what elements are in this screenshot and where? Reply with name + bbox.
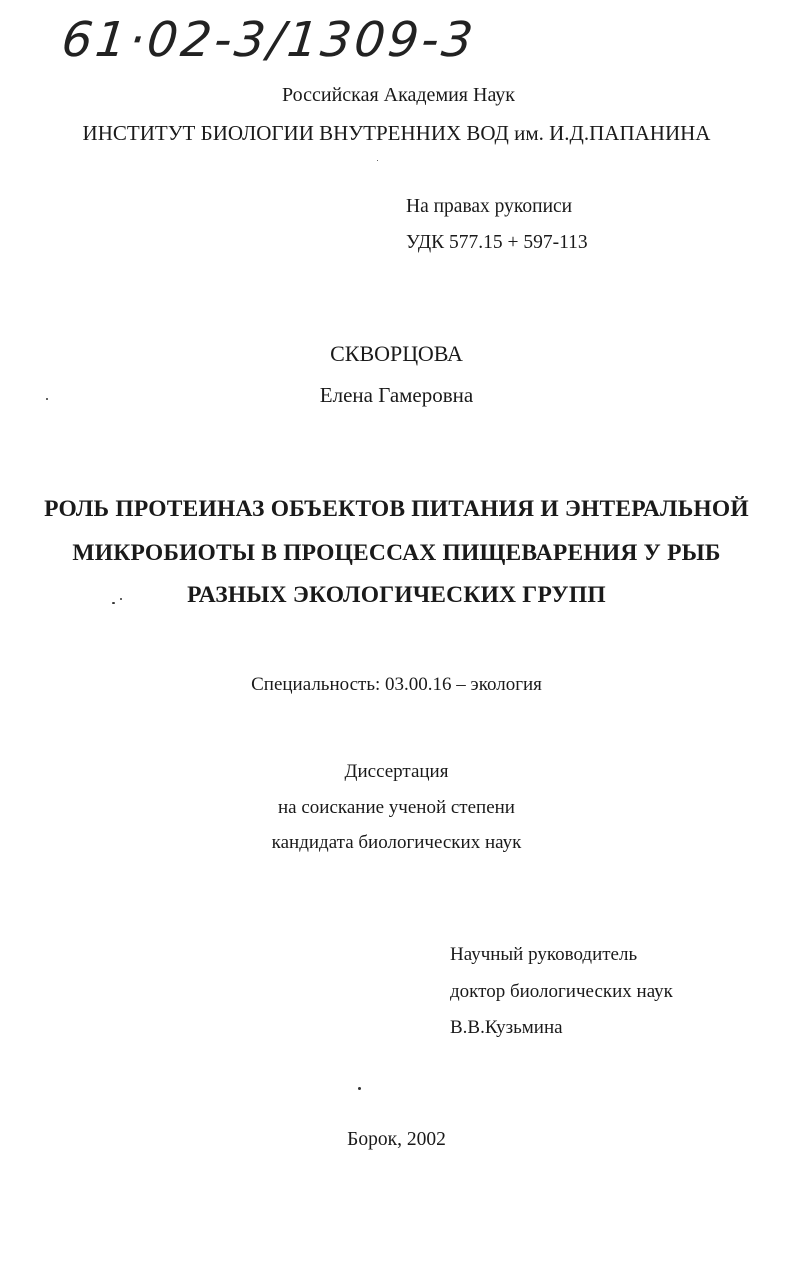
degree-line: кандидата биологических наук <box>271 832 522 853</box>
supervisor-line: доктор биологических наук <box>450 981 673 1002</box>
manuscript-rights-note: На правах рукописи <box>406 196 573 217</box>
city-year: Борок, 2002 <box>347 1129 446 1150</box>
author-given-names: Елена Гамеровна <box>319 383 474 407</box>
scan-speck <box>112 602 115 604</box>
scan-speck <box>120 598 122 600</box>
udc-code: УДК 577.15 + 597-113 <box>406 232 588 253</box>
institute-name: ИНСТИТУТ БИОЛОГИИ ВНУТРЕННИХ ВОД им. И.Д.ПАПАНИНА <box>82 121 711 145</box>
speciality-line: Специальность: 03.00.16 – экология <box>251 674 542 695</box>
degree-line: на соискание ученой степени <box>278 797 515 818</box>
thesis-title-line: РОЛЬ ПРОТЕИНАЗ ОБЪЕКТОВ ПИТАНИЯ И ЭНТЕРАЛЬНОЙ <box>44 496 749 522</box>
scan-speck <box>46 398 48 400</box>
scan-speck <box>377 160 378 161</box>
degree-line: Диссертация <box>344 761 449 782</box>
academy-name: Российская Академия Наук <box>282 84 516 106</box>
supervisor-line: Научный руководитель <box>450 944 638 965</box>
author-surname: СКВОРЦОВА <box>330 341 463 366</box>
thesis-title-line: МИКРОБИОТЫ В ПРОЦЕССАХ ПИЩЕВАРЕНИЯ У РЫБ <box>72 540 721 566</box>
supervisor-line: В.В.Кузьмина <box>450 1017 563 1038</box>
thesis-title-line: РАЗНЫХ ЭКОЛОГИЧЕСКИХ ГРУПП <box>187 582 606 608</box>
scan-speck <box>358 1087 361 1090</box>
handwritten-archive-code: 61·02-3/1309-3 <box>59 12 479 68</box>
